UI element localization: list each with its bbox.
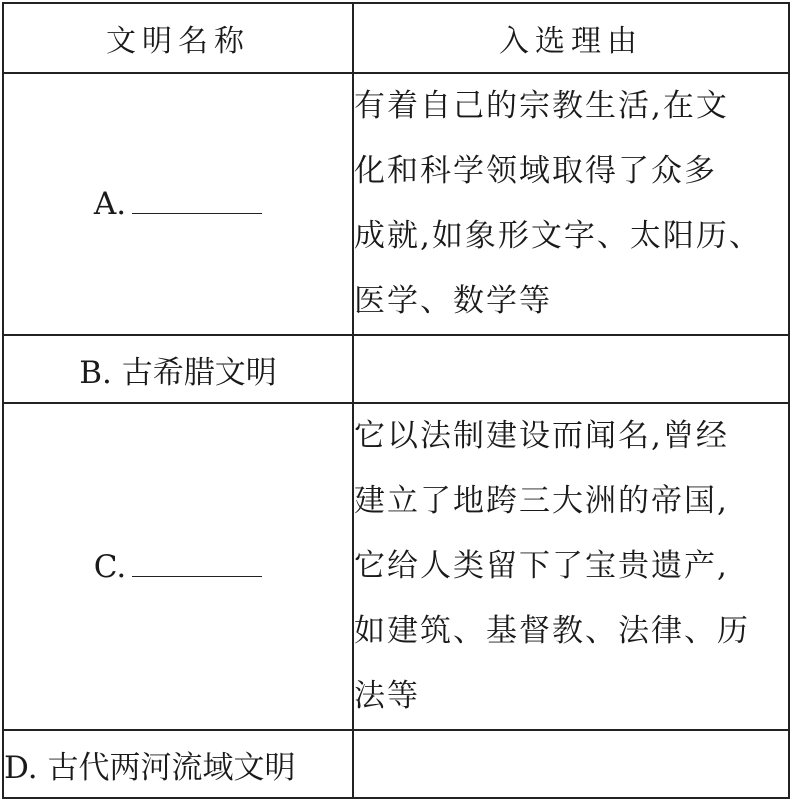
row-label: D. 古代两河流域文明	[4, 749, 296, 786]
civilization-name-cell	[3, 73, 353, 335]
table-row	[3, 73, 789, 335]
header-row	[3, 3, 789, 73]
reason-line: 如建筑、基督教、法律、历	[354, 613, 750, 649]
civilization-table	[2, 2, 790, 799]
reason-line: 它以法制建设而闻名,曾经	[354, 418, 729, 454]
reason-cell	[353, 403, 789, 730]
row-label: B. 古希腊文明	[79, 354, 277, 391]
reason-line: 它给人类留下了宝贵遗产,	[354, 548, 729, 584]
reason-line: 有着自己的宗教生活,在文	[354, 88, 729, 124]
reason-line: 医学、数学等	[354, 283, 552, 319]
reason-line: 化和科学领域取得了众多	[354, 153, 717, 189]
reason-cell-empty	[353, 730, 789, 798]
reason-line: 法等	[354, 678, 420, 714]
civilization-name-cell	[3, 335, 353, 403]
header-selection-reason: 入选理由	[353, 3, 789, 73]
row-label: A.	[93, 186, 127, 222]
header-civilization-name: 文明名称	[3, 3, 353, 73]
row-label: C.	[93, 548, 127, 585]
civilization-name-cell	[3, 403, 353, 730]
reason-cell-empty	[353, 335, 789, 403]
answer-blank[interactable]	[132, 550, 262, 577]
reason-cell	[353, 73, 789, 335]
civilization-name-cell	[3, 730, 353, 798]
table-row	[3, 335, 789, 403]
reason-line: 建立了地跨三大洲的帝国,	[354, 483, 729, 519]
answer-blank[interactable]	[132, 187, 262, 214]
reason-line: 成就,如象形文字、太阳历、	[354, 218, 762, 254]
table-row	[3, 730, 789, 798]
table-row	[3, 403, 789, 730]
